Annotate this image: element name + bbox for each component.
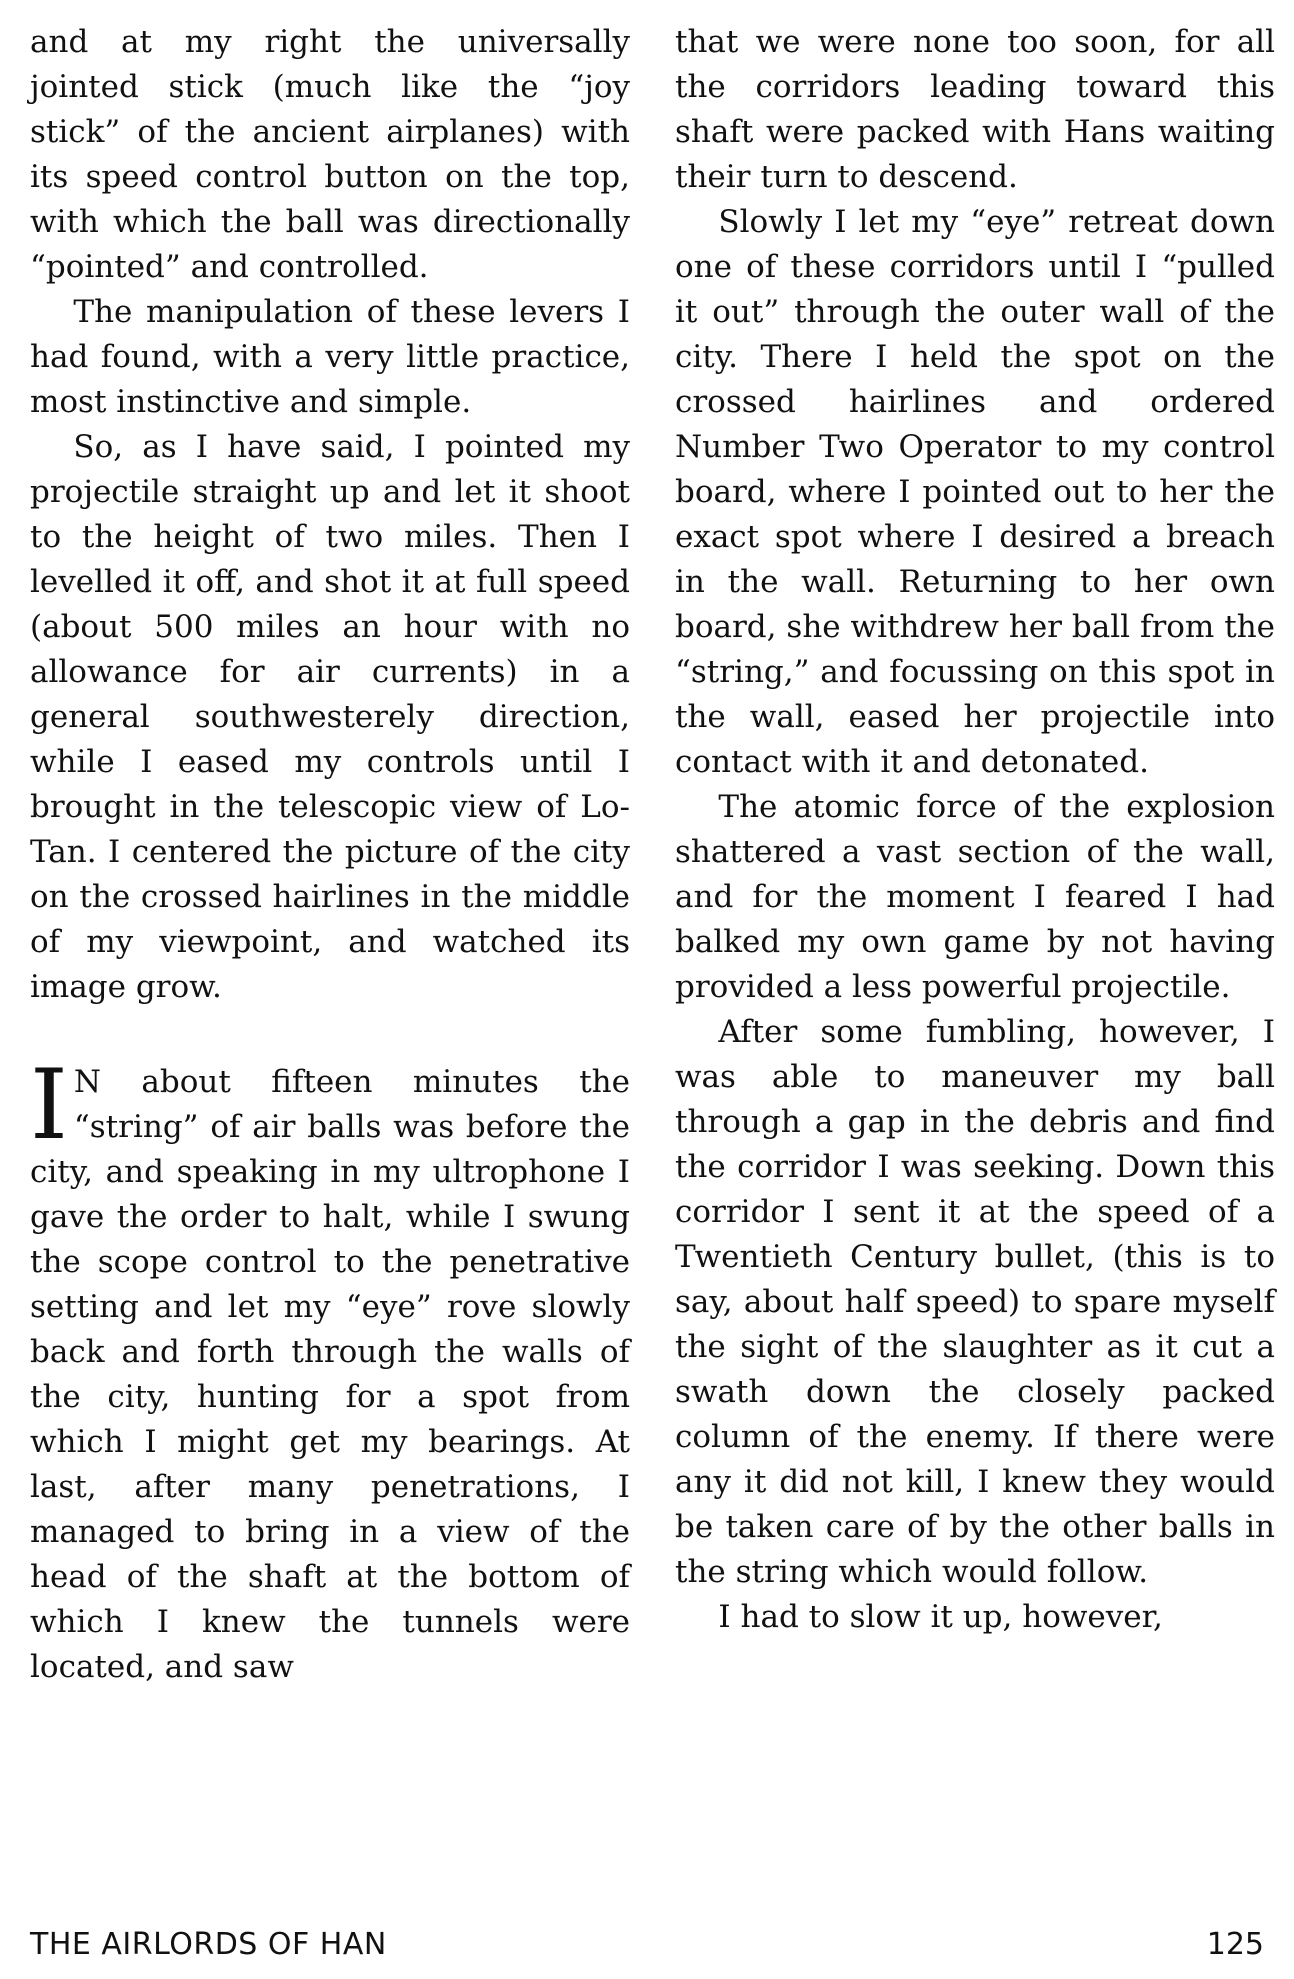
paragraph: I had to slow it up, however, bbox=[718, 1599, 1163, 1635]
paragraph: Slowly I let my “eye” retreat down one of these corridors until I “pulled it out” through the outer wall of the city. There I held the spot on the crossed hairlines and ordered Number Two Operator to my control board, where I pointed out to her the exact spot where I desired a breach in the wall. Returning to her own board, she withdrew her ball from the “string,” and focussing on this spot in the wall, eased her projectile into contact with it and detonated. bbox=[675, 204, 1275, 780]
paragraph: After some fumbling, however, I was able to maneuver my ball through a gap in the debris and find the corridor I was seeking. Down this corridor I sent it at the speed of a Twentieth Century bullet, (this is to say, about half speed) to spare myself the sight of the slaughter as it cut a swath down the closely packed column of the enemy. If there were any it did not kill, I knew they would be taken care of by the other balls in the string which would follow. bbox=[675, 1014, 1275, 1590]
page-footer bbox=[30, 1925, 1264, 1973]
paragraph: that we were none too soon, for all the corridors leading toward this shaft were packed with Hans waiting their turn to descend. bbox=[675, 24, 1275, 195]
paragraph: So, as I have said, I pointed my projectile straight up and let it shoot to the height of two miles. Then I levelled it off, and shot it at full speed (about 500 miles an hour with no allowance for air currents) in a general southwesterely direction, while I eased my controls until I brought in the telescopic view of Lo-Tan. I centered the picture of the city on the crossed hairlines in the middle of my viewpoint, and watched its image grow. bbox=[30, 429, 630, 1005]
paragraph: The atomic force of the explosion shattered a vast section of the wall, and for the moment I feared I had balked my own game by not having provided a less powerful projectile. bbox=[675, 789, 1275, 1005]
running-title: THE AIRLORDS OF HAN bbox=[30, 1927, 387, 1962]
left-column bbox=[30, 20, 630, 1690]
right-column bbox=[675, 20, 1275, 1640]
page-number: 125 bbox=[1206, 1927, 1264, 1962]
paragraph: and at my right the universally jointed stick (much like the “joy stick” of the ancient airplanes) with its speed control button on the top, with which the ball was directionally “pointed” and controlled. bbox=[30, 24, 630, 285]
paragraph: The manipulation of these levers I had found, with a very little practice, most instinctive and simple. bbox=[30, 294, 630, 420]
section-opening-paragraph: IN about fifteen minutes the “string” of air balls was before the city, and speaking in my ultrophone I gave the order to halt, while I swung the scope control to the penetrative setting and let my “eye” rove slowly back and forth through the walls of the city, hunting for a spot from which I might get my bearings. At last, after many penetrations, I managed to bring in a view of the head of the shaft at the bottom of which I knew the tunnels were located, and saw bbox=[30, 1049, 630, 1685]
